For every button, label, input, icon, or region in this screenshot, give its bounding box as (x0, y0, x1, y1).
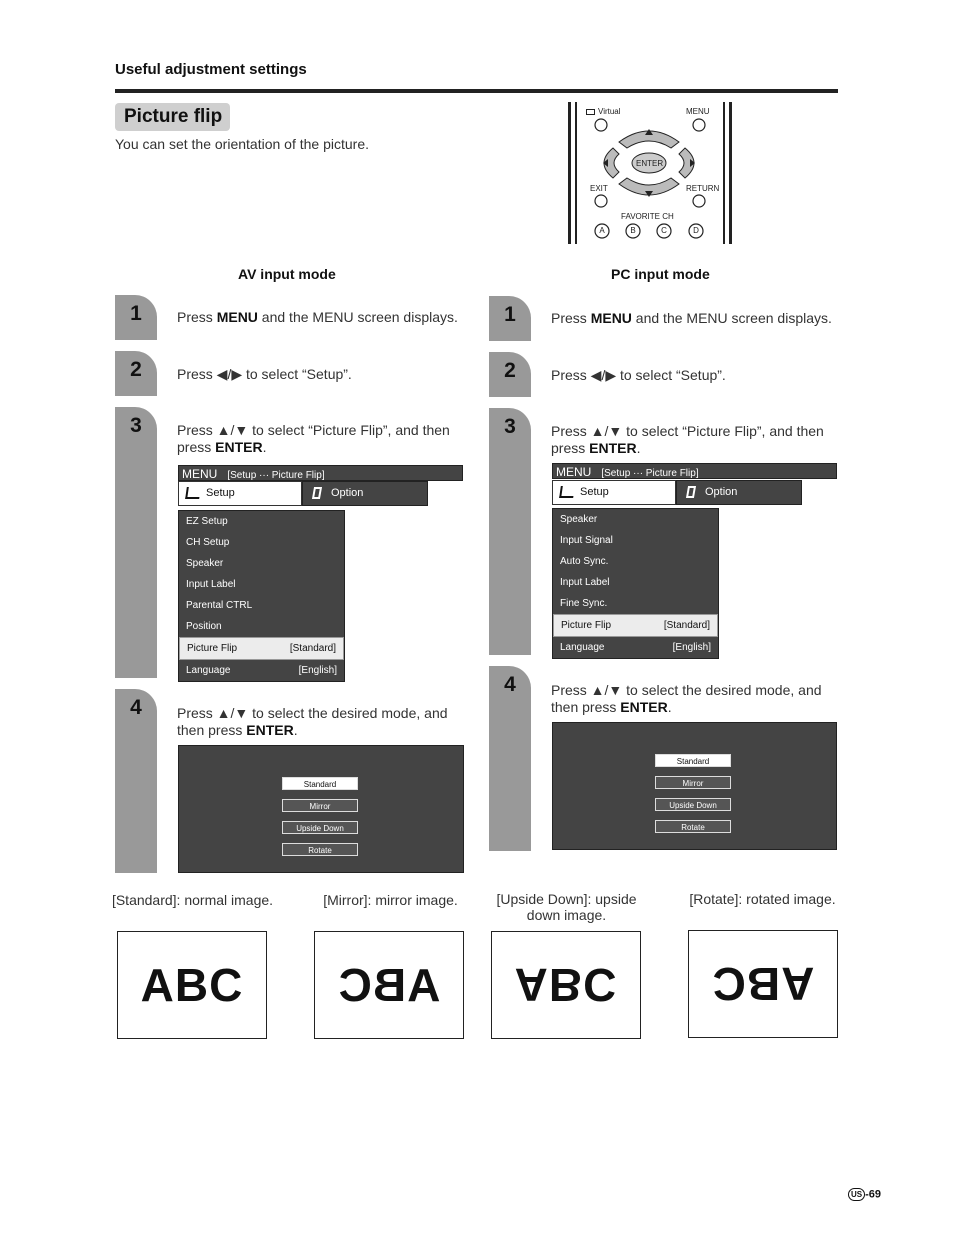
remote-illustration (567, 102, 733, 244)
remote-button-c: C (661, 226, 667, 235)
av-option-mirror[interactable]: Mirror (282, 799, 358, 812)
option-icon (686, 486, 696, 498)
example-standard-text: ABC (140, 959, 244, 1011)
pc-menu-item-language[interactable]: Language [English] (560, 642, 711, 653)
pc-option-standard[interactable]: Standard (655, 754, 731, 767)
pc-step-1-text: Press MENU and the MENU screen displays. (551, 310, 832, 326)
region-badge: US (848, 1188, 865, 1201)
header-rule (115, 89, 838, 93)
pc-step-3-text: Press ▲/▼ to select “Picture Flip”, and then press ENTER. (551, 423, 824, 456)
section-title: Useful adjustment settings (115, 61, 307, 78)
remote-virtual-label: Virtual (598, 107, 621, 116)
av-option-rotate[interactable]: Rotate (282, 843, 358, 856)
example-upside-down-text: ABC (514, 959, 618, 1011)
example-rotate-image (688, 930, 838, 1038)
pc-menu-item-fine-sync[interactable]: Fine Sync. (560, 598, 608, 609)
pc-step-number-3: 3 (504, 415, 516, 438)
example-caption-standard: [Standard]: normal image. (111, 892, 274, 908)
av-step-number-1: 1 (130, 302, 142, 325)
pc-menu-item-speaker[interactable]: Speaker (560, 514, 598, 525)
av-step-bar-3 (115, 407, 157, 678)
remote-button-a: A (599, 226, 605, 235)
pc-menu-item-auto-sync[interactable]: Auto Sync. (560, 556, 609, 567)
example-caption-upside-down: [Upside Down]: upside down image. (496, 891, 637, 923)
av-step-2-text: Press ◀/▶ to select “Setup”. (177, 366, 352, 382)
pc-step-number-2: 2 (504, 359, 516, 382)
pc-step-number-1: 1 (504, 303, 516, 326)
av-option-standard[interactable]: Standard (282, 777, 358, 790)
av-step-number-3: 3 (130, 414, 142, 437)
pc-option-upside-down[interactable]: Upside Down (655, 798, 731, 811)
pc-menu-item-picture-flip[interactable]: Picture Flip [Standard] (553, 614, 718, 637)
setup-icon (559, 486, 575, 498)
pc-step-4-text: Press ▲/▼ to select the desired mode, and then press ENTER. (551, 682, 822, 715)
av-option-upside-down[interactable]: Upside Down (282, 821, 358, 834)
av-tab-option[interactable]: Option (302, 481, 428, 506)
av-step-1-text: Press MENU and the MENU screen displays. (177, 309, 458, 325)
remote-drawing (567, 102, 733, 244)
example-standard-image (117, 931, 267, 1039)
av-step-number-2: 2 (130, 358, 142, 381)
page-title: Picture flip (115, 103, 230, 131)
pc-option-mirror[interactable]: Mirror (655, 776, 731, 789)
av-menu-item-position[interactable]: Position (186, 621, 222, 632)
pc-menu-item-input-signal[interactable]: Input Signal (560, 535, 613, 546)
av-menu-item-input-label[interactable]: Input Label (186, 579, 236, 590)
example-mirror-image (314, 931, 464, 1039)
av-menu-item-language[interactable]: Language [English] (186, 665, 337, 676)
av-menu-item-speaker[interactable]: Speaker (186, 558, 224, 569)
example-upside-down-image (491, 931, 641, 1039)
remote-menu-label: MENU (686, 107, 710, 116)
example-rotate-text: ABC (711, 958, 815, 1010)
remote-exit-label: EXIT (590, 184, 608, 193)
remote-button-d: D (693, 226, 699, 235)
pc-tab-option[interactable]: Option (676, 480, 802, 505)
remote-button-b: B (630, 226, 636, 235)
page-number: US -69 (848, 1188, 881, 1201)
pc-tab-setup[interactable]: Setup (552, 480, 676, 505)
pc-option-rotate[interactable]: Rotate (655, 820, 731, 833)
option-icon (312, 487, 322, 499)
av-menu-header: MENU [Setup ··· Picture Flip] (178, 465, 463, 481)
remote-favorite-label: FAVORITE CH (621, 212, 674, 221)
pc-menu-item-input-label[interactable]: Input Label (560, 577, 610, 588)
av-menu-item-picture-flip[interactable]: Picture Flip [Standard] (179, 637, 344, 660)
av-menu-item-ch-setup[interactable]: CH Setup (186, 537, 230, 548)
av-step-3-text: Press ▲/▼ to select “Picture Flip”, and then press ENTER. (177, 422, 450, 455)
pc-step-number-4: 4 (504, 673, 516, 696)
remote-enter-label: ENTER (636, 159, 664, 168)
remote-virtual-icon (586, 109, 595, 115)
av-menu-list (178, 510, 345, 682)
av-menu-item-parental-ctrl[interactable]: Parental CTRL (186, 600, 253, 611)
pc-step-2-text: Press ◀/▶ to select “Setup”. (551, 367, 726, 383)
example-caption-rotate: [Rotate]: rotated image. (689, 891, 836, 907)
example-caption-mirror: [Mirror]: mirror image. (323, 892, 458, 908)
av-step-4-text: Press ▲/▼ to select the desired mode, and then press ENTER. (177, 705, 448, 738)
pc-mode-label: PC input mode (611, 266, 710, 282)
pc-menu-list (552, 508, 719, 659)
pc-menu-header: MENU [Setup ··· Picture Flip] (552, 463, 837, 479)
av-menu-item-ez-setup[interactable]: EZ Setup (186, 516, 228, 527)
page-description: You can set the orientation of the picture. (115, 136, 369, 152)
pc-step-bar-3 (489, 408, 531, 655)
av-step-number-4: 4 (130, 696, 142, 719)
example-mirror-text: ABC (337, 959, 441, 1011)
remote-return-label: RETURN (686, 184, 720, 193)
pc-options-screen (552, 722, 837, 850)
av-mode-label: AV input mode (238, 266, 336, 282)
av-options-screen (178, 745, 464, 873)
av-tab-setup[interactable]: Setup (178, 481, 302, 506)
setup-icon (185, 487, 201, 499)
